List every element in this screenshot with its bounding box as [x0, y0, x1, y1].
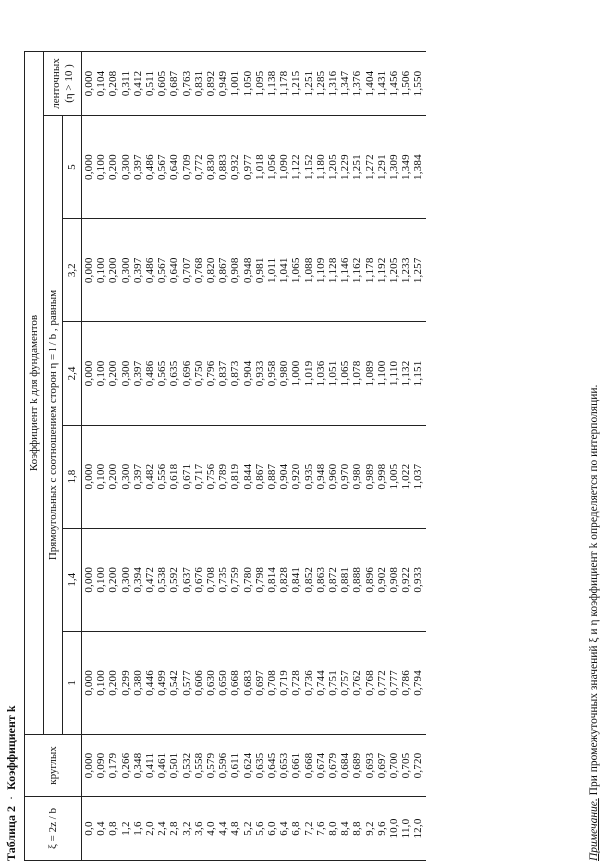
strip-header-sub: (η > 10 ) [62, 64, 75, 103]
group-header: Коэффициент k для фундаментов [25, 52, 44, 735]
eta-header-1: 1 [63, 631, 82, 734]
eta-header-3-2: 3,2 [63, 219, 82, 322]
table-number: Таблица 2 [4, 806, 18, 861]
table-title: Коэффициент k [4, 705, 18, 791]
table-note [588, 385, 600, 861]
xi-column-header: ξ = 2z / b [25, 797, 82, 861]
rect-values-eta-1: 0,000 0,100 0,200 0,299 0,380 0,446 0,499 0,542 0,577 0,606 0,630 0,650 0,668 0,683 0,697 0,708 0,719 0,728 0,736 0,744 0,751 0,757 0,762 0,768 0,772 0,777 0,786 0,794 [82, 631, 426, 734]
note-text: При промежуточных значений ξ и η коэффициент k определяется по интерполяции. [588, 384, 600, 799]
eta-header-5: 5 [63, 116, 82, 219]
rect-values-eta-2-4: 0,000 0,100 0,200 0,300 0,397 0,486 0,565 0,635 0,696 0,750 0,796 0,837 0,873 0,904 0,933 0,958 0,980 1,000 1,019 1,036 1,051 1,065 1,078 1,089 1,100 1,110 1,132 1,151 [82, 322, 426, 425]
coefficient-table-frame [24, 51, 426, 861]
rect-group-header: Прямоугольных с соотношением сторон η = l / b , равным [44, 116, 63, 735]
strip-column-header [44, 52, 82, 116]
note-label: Примечание. [588, 798, 600, 861]
rect-values-eta-1-4: 0,000 0,100 0,200 0,300 0,394 0,472 0,538 0,592 0,637 0,676 0,708 0,735 0,759 0,780 0,798 0,814 0,828 0,841 0,852 0,863 0,872 0,881 0,888 0,896 0,902 0,908 0,922 0,933 [82, 528, 426, 631]
eta-header-1-4: 1,4 [63, 528, 82, 631]
round-column-header: круглых [25, 735, 82, 797]
xi-values: 0,0 0,4 0,8 1,2 1,6 2,0 2,4 2,8 3,2 3,6 4,0 4,4 4,8 5,2 5,6 6,0 6,4 6,8 7,2 7,6 8,0 8,4 8,8 9,2 9,6 10,0 11,0 12,0 [82, 797, 426, 861]
strip-header-label: ленточных [49, 58, 62, 109]
round-values: 0,000 0,090 0,179 0,266 0,348 0,411 0,461 0,501 0,532 0,558 0,579 0,596 0,611 0,624 0,635 0,645 0,653 0,661 0,668 0,674 0,679 0,684 0,689 0,693 0,697 0,700 0,705 0,720 [82, 735, 426, 797]
strip-values: 0,000 0,104 0,208 0,311 0,412 0,511 0,605 0,687 0,763 0,831 0,892 0,949 1,001 1,050 1,095 1,138 1,178 1,215 1,251 1,285 1,316 1,347 1,376 1,404 1,431 1,456 1,506 1,550 [82, 52, 426, 116]
rect-values-eta-3-2: 0,000 0,100 0,200 0,300 0,397 0,486 0,567 0,640 0,707 0,768 0,820 0,867 0,908 0,948 0,981 1,011 1,041 1,065 1,088 1,109 1,128 1,146 1,162 1,178 1,192 1,205 1,233 1,257 [82, 219, 426, 322]
eta-header-2-4: 2,4 [63, 322, 82, 425]
rect-values-eta-1-8: 0,000 0,100 0,200 0,300 0,397 0,482 0,556 0,618 0,671 0,717 0,756 0,789 0,819 0,844 0,867 0,887 0,904 0,920 0,935 0,948 0,960 0,970 0,980 0,989 0,998 1,005 1,022 1,037 [82, 425, 426, 528]
coefficient-table [24, 51, 426, 861]
rect-values-eta-5: 0,000 0,100 0,200 0,300 0,397 0,486 0,567 0,640 0,709 0,772 0,830 0,883 0,932 0,977 1,018 1,056 1,090 1,122 1,152 1,180 1,205 1,229 1,251 1,272 1,291 1,309 1,349 1,384 [82, 116, 426, 219]
table-caption: Таблица 2·Коэффициент k [4, 705, 18, 861]
eta-header-1-8: 1,8 [63, 425, 82, 528]
